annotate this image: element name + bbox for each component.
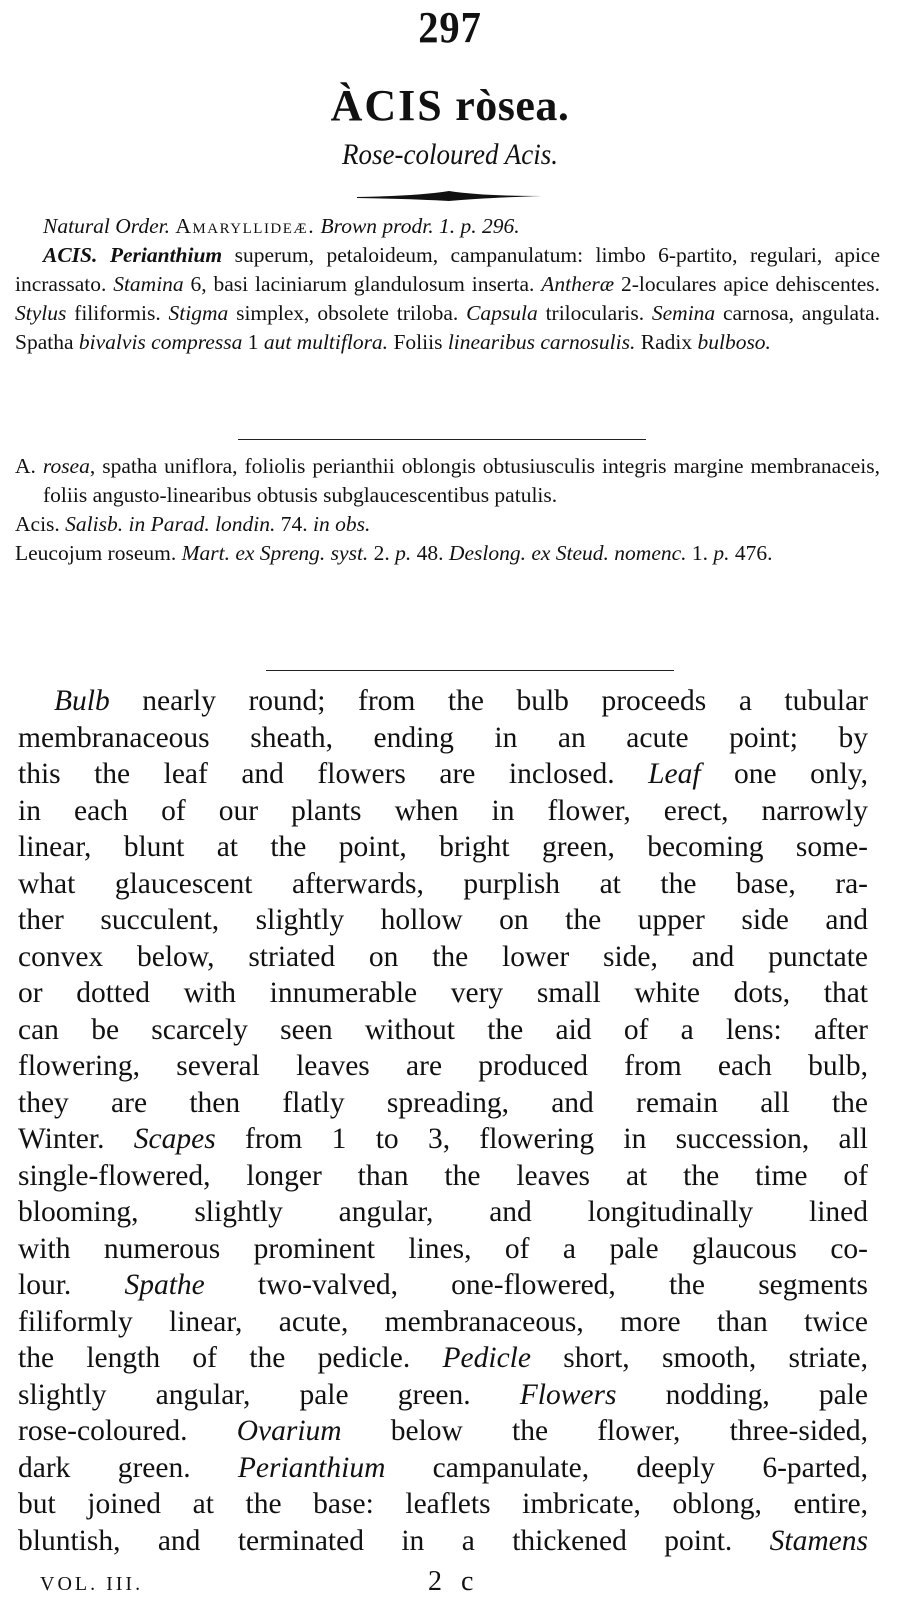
text-line	[18, 756, 868, 793]
text-run	[97, 243, 109, 267]
text-line	[18, 1048, 868, 1085]
text-run: one only,	[700, 758, 868, 790]
text-run: Leucojum roseum.	[15, 541, 182, 565]
emphasized-term: rosea	[42, 454, 90, 478]
text-run: 2-loculares apice dehiscentes.	[614, 272, 881, 296]
emphasized-term: Spathe	[124, 1269, 205, 1301]
emphasized-term: Pedicle	[442, 1342, 531, 1374]
text-run: ther succulent, slightly hollow on the upper side and	[18, 904, 868, 936]
text-line	[18, 1267, 868, 1304]
text-line	[18, 1231, 868, 1268]
ornamental-divider	[357, 190, 542, 202]
text-run: 1	[242, 330, 264, 354]
emphasized-term: bulboso.	[697, 330, 771, 354]
text-run: membranaceous sheath, ending in an acute point; by	[18, 721, 868, 754]
text-line	[18, 866, 868, 903]
text-run: 2.	[368, 541, 396, 565]
text-run: flowering, several leaves are produced from each bulb,	[18, 1050, 868, 1082]
text-line	[18, 1194, 868, 1231]
text-line	[18, 793, 868, 830]
emphasized-term: Flowers	[519, 1378, 617, 1411]
text-line	[18, 1012, 868, 1049]
text-run: filiformis.	[66, 301, 169, 325]
text-run: rose-coloured.	[18, 1415, 237, 1447]
text-run: this the leaf and flowers are inclosed.	[18, 758, 649, 790]
emphasized-term: ACIS.	[43, 243, 98, 267]
text-run: they are then flatly spreading, and remain all the	[18, 1086, 868, 1119]
text-run: from 1 to 3, flowering in succession, all	[215, 1123, 868, 1155]
text-run: 6, basi laciniarum glandulosum inserta.	[183, 272, 542, 296]
text-run: 1.	[686, 541, 714, 565]
text-line	[18, 1121, 868, 1158]
text-run: superum, petaloideum, campanulatum: limbo 6-partito, regulari, apice incrassato.	[15, 243, 881, 296]
synonym	[15, 539, 880, 568]
emphasized-term: linearibus carnosulis.	[447, 330, 636, 354]
text-run: Acis.	[15, 512, 66, 536]
emphasized-term: Stamens	[769, 1524, 868, 1557]
volume-label: VOL. III.	[40, 1573, 144, 1595]
text-line	[18, 1340, 868, 1377]
text-line	[18, 829, 868, 866]
text-line	[18, 1523, 868, 1560]
emphasized-term: aut multiflora.	[263, 330, 389, 354]
emphasized-term: Stylus	[15, 301, 67, 325]
text-run: linear, blunt at the point, bright green, becoming some-	[18, 831, 868, 863]
text-run: blooming, slightly angular, and longitudinally lined	[18, 1196, 868, 1228]
species-diagnosis	[15, 452, 880, 510]
emphasized-term: p.	[713, 541, 730, 565]
text-line	[18, 1450, 868, 1487]
emphasized-term: Leaf	[648, 758, 701, 790]
text-run: short, smooth, striate,	[530, 1342, 869, 1374]
emphasized-term: Ovarium	[236, 1415, 342, 1447]
text-line	[18, 975, 868, 1012]
text-line	[18, 720, 868, 757]
emphasized-term: Antheræ	[541, 272, 615, 296]
text-run: convex below, striated on the lower side, and punctate	[18, 940, 868, 973]
text-run: lour.	[18, 1269, 125, 1301]
text-run: 48.	[411, 541, 449, 565]
text-line	[18, 939, 868, 976]
emphasized-term: Stamina	[113, 272, 184, 296]
signature-mark: 2 c	[428, 1566, 480, 1597]
page-title	[0, 80, 900, 131]
text-run: Winter.	[18, 1123, 134, 1155]
text-run: in each of our plants when in flower, erect, narrowly	[18, 794, 868, 827]
text-run: simplex, obsolete triloba.	[228, 301, 467, 325]
text-run: , spatha uniflora, foliolis perianthii oblongis obtusiusculis integris margine membranaceis, foliis angusto-linearibus obtusis subglaucescentibus patulis.	[43, 454, 880, 507]
text-run: with numerous prominent lines, of a pale glaucous co-	[18, 1232, 868, 1265]
text-run: slightly angular, pale green.	[18, 1378, 520, 1411]
text-line	[18, 1158, 868, 1195]
text-run: dark green.	[18, 1451, 238, 1484]
natural-order-name: Amaryllideæ.	[175, 214, 316, 238]
species-description	[18, 683, 868, 1559]
title-species: ròsea.	[455, 81, 570, 130]
text-line	[18, 1304, 868, 1341]
text-run: the length of the pedicle.	[18, 1342, 443, 1374]
section-rule	[266, 670, 674, 671]
synonym	[15, 510, 880, 539]
emphasized-term: in obs.	[313, 512, 371, 536]
text-run: filiformly linear, acute, membranaceous, more than twice	[18, 1305, 868, 1338]
emphasized-term: Mart. ex Spreng. syst.	[181, 541, 369, 565]
text-run: A.	[15, 454, 43, 478]
text-run: below the flower, three-sided,	[341, 1415, 868, 1447]
text-line	[18, 683, 868, 720]
emphasized-term: Bulb	[54, 685, 110, 717]
text-run: two-valved, one-flowered, the segments	[204, 1269, 868, 1301]
text-run: nodding, pale	[616, 1378, 868, 1411]
natural-order-label: Natural Order.	[43, 214, 171, 238]
text-run: 476.	[729, 541, 773, 565]
emphasized-term: p.	[395, 541, 412, 565]
text-run: Foliis	[388, 330, 448, 354]
emphasized-term: Perianthium	[237, 1451, 386, 1484]
natural-order-line	[15, 212, 880, 241]
emphasized-term: Semina	[651, 301, 716, 325]
genus-description	[15, 212, 880, 357]
emphasized-term: Salisb. in Parad. londin.	[65, 512, 276, 536]
text-run: carnosa, angulata. Spatha	[15, 301, 880, 354]
text-run: campanulate, deeply 6-parted,	[385, 1451, 868, 1484]
text-run: can be scarcely seen without the aid of a lens: after	[18, 1013, 868, 1046]
emphasized-term: Capsula	[466, 301, 538, 325]
text-line	[18, 1085, 868, 1122]
plate-number: 297	[418, 3, 482, 52]
text-run: nearly round; from the bulb proceeds a tubular	[109, 685, 868, 717]
text-run: but joined at the base: leaflets imbricate, oblong, entire,	[18, 1488, 868, 1520]
emphasized-term: Deslong. ex Steud. nomenc.	[448, 541, 687, 565]
section-rule	[238, 439, 646, 440]
common-name-subtitle: Rose-coloured Acis.	[342, 138, 558, 171]
text-run: bluntish, and terminated in a thickened point.	[18, 1524, 770, 1557]
synonymy	[15, 452, 880, 568]
text-run: 74.	[275, 512, 314, 536]
emphasized-term: Perianthium	[109, 243, 223, 267]
emphasized-term: Stigma	[168, 301, 229, 325]
natural-order-reference: Brown prodr. 1. p. 296.	[320, 214, 520, 238]
title-genus: ÀCIS	[330, 81, 444, 130]
genus-character	[15, 241, 880, 357]
text-line	[18, 902, 868, 939]
text-run: what glaucescent afterwards, purplish at the base, ra-	[18, 867, 868, 900]
emphasized-term: Scapes	[133, 1123, 216, 1155]
text-line	[18, 1486, 868, 1523]
text-run: Radix	[635, 330, 698, 354]
text-run: single-flowered, longer than the leaves at the time of	[18, 1159, 868, 1192]
emphasized-term: bivalvis compressa	[78, 330, 243, 354]
text-run: trilocularis.	[537, 301, 652, 325]
text-line	[18, 1413, 868, 1450]
text-run: or dotted with innumerable very small white dots, that	[18, 977, 868, 1009]
text-line	[18, 1377, 868, 1414]
